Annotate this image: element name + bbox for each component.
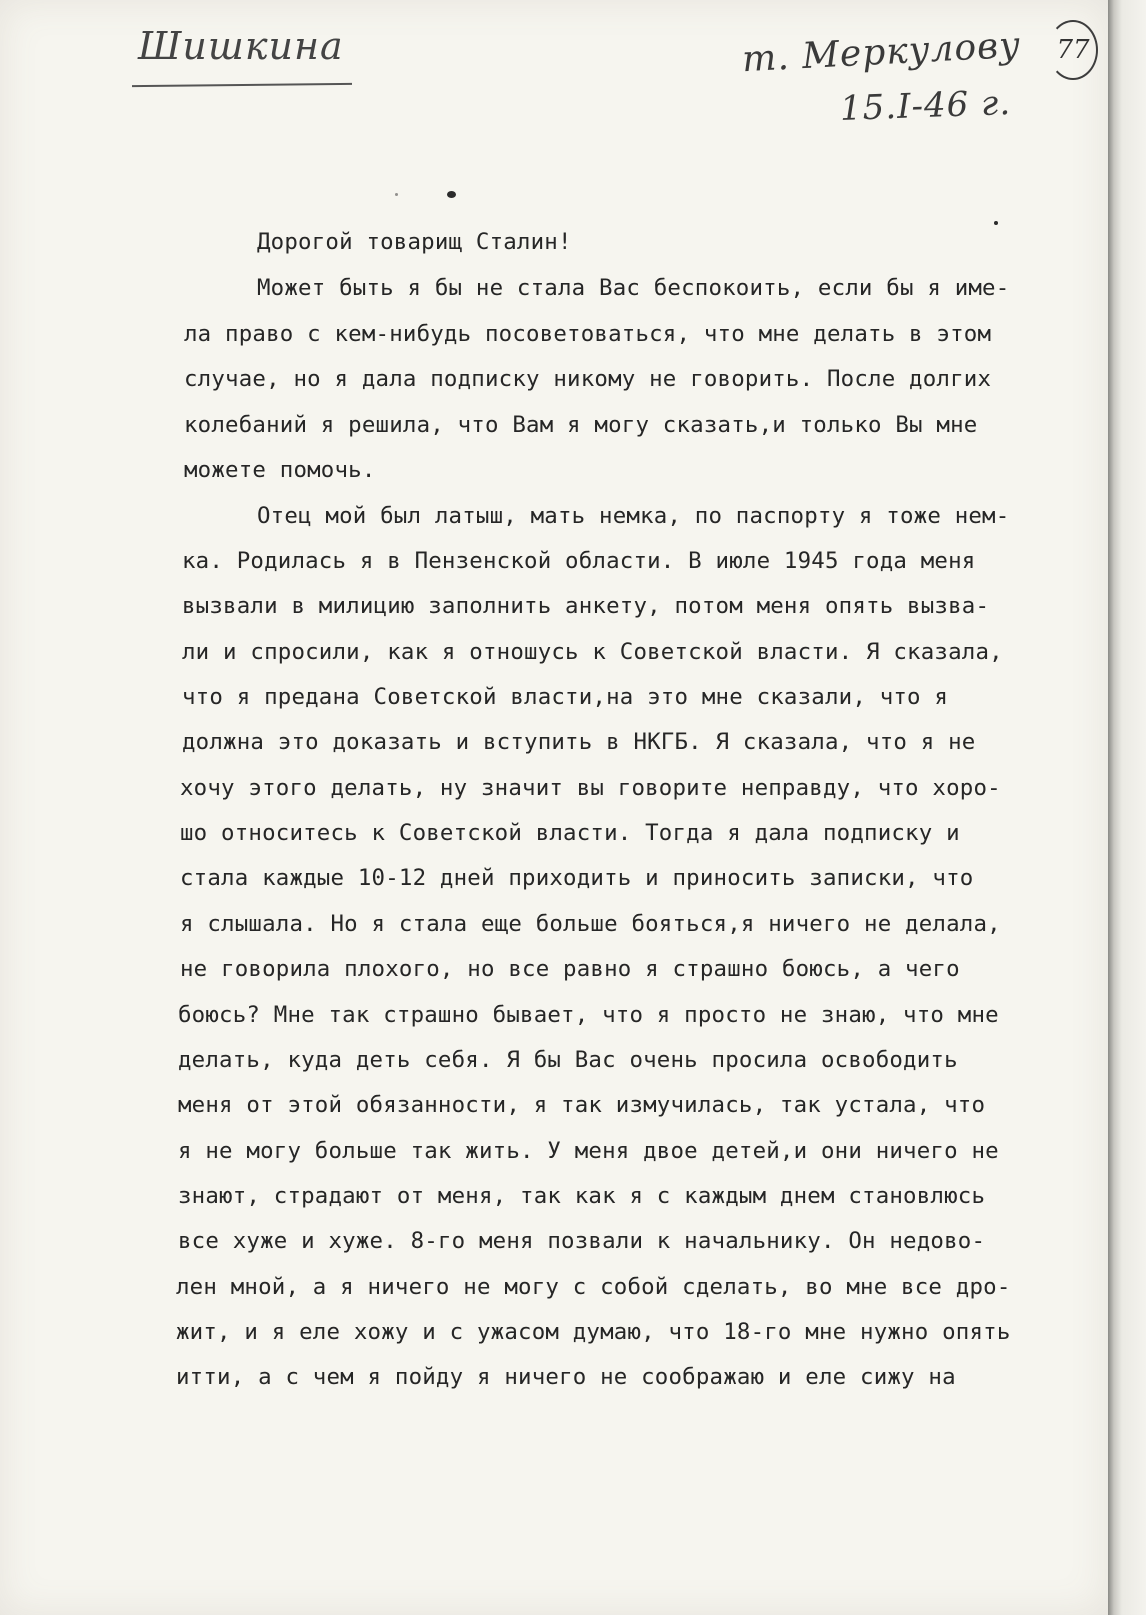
text-line: вызвали в милицию заполнить анкету, потом меня опять вызва- (182, 593, 990, 619)
handwritten-date: 15.I-46 г. (839, 83, 1012, 129)
text-line: ла право с кем-нибудь посоветоваться, что мне делать в этом (184, 321, 992, 347)
text-line: жит, и я еле хожу и с ужасом думаю, что 18-го мне нужно опять (176, 1319, 1011, 1345)
text-line: я не могу больше так жить. У меня двое детей,и они ничего не (178, 1138, 999, 1164)
text-line: случае, но я дала подписку никому не говорить. После долгих (184, 366, 992, 392)
text-line: шо относитесь к Советской власти. Тогда я дала подписку и (180, 820, 960, 846)
handwritten-addressee: т. Меркулову (741, 24, 1022, 81)
text-line: должна это доказать и вступить в НКГБ. Я сказала, что я не (182, 729, 976, 755)
text-line: ли и спросили, как я отношусь к Советской власти. Я сказала, (182, 639, 1003, 665)
text-line: колебаний я решила, что Вам я могу сказать,и только Вы мне (184, 412, 978, 438)
text-line: Отец мой был латыш, мать немка, по паспорту я тоже нем- (257, 503, 1010, 529)
text-line: хочу этого делать, ну значит вы говорите неправду, что хоро- (180, 775, 1001, 801)
text-line: ка. Родилась я в Пензенской области. В июле 1945 года меня (182, 548, 976, 574)
text-line: знают, страдают от меня, так как я с каждым днем становлюсь (178, 1183, 986, 1209)
text-line: можете помочь. (184, 457, 376, 483)
page-edge (1108, 0, 1146, 1615)
text-line: лен мной, а я ничего не могу с собой сделать, во мне все дро- (176, 1274, 1011, 1300)
text-line: Может быть я бы не стала Вас беспокоить, если бы я име- (257, 275, 1010, 301)
text-line: все хуже и хуже. 8-го меня позвали к начальнику. Он недово- (178, 1228, 986, 1254)
text-line: боюсь? Мне так страшно бывает, что я просто не знаю, что мне (178, 1002, 999, 1028)
text-line: делать, куда деть себя. Я бы Вас очень просила освободить (178, 1047, 958, 1073)
text-line: меня от этой обязанности, я так измучилась, так устала, что (178, 1092, 986, 1118)
handwritten-name: Шишкина (138, 24, 344, 68)
text-line: что я предана Советской власти,на это мне сказали, что я (182, 684, 949, 710)
text-line: стала каждые 10-12 дней приходить и приносить записки, что (180, 865, 974, 891)
text-line: не говорила плохого, но все равно я страшно боюсь, а чего (180, 956, 960, 982)
text-line: итти, а с чем я пойду я ничего не соображаю и еле сижу на (176, 1364, 956, 1390)
text-line: я слышала. Но я стала еще больше бояться,я ничего не делала, (180, 911, 1001, 937)
page-number: 77 (1048, 20, 1098, 80)
salutation: Дорогой товарищ Сталин! (257, 229, 572, 255)
